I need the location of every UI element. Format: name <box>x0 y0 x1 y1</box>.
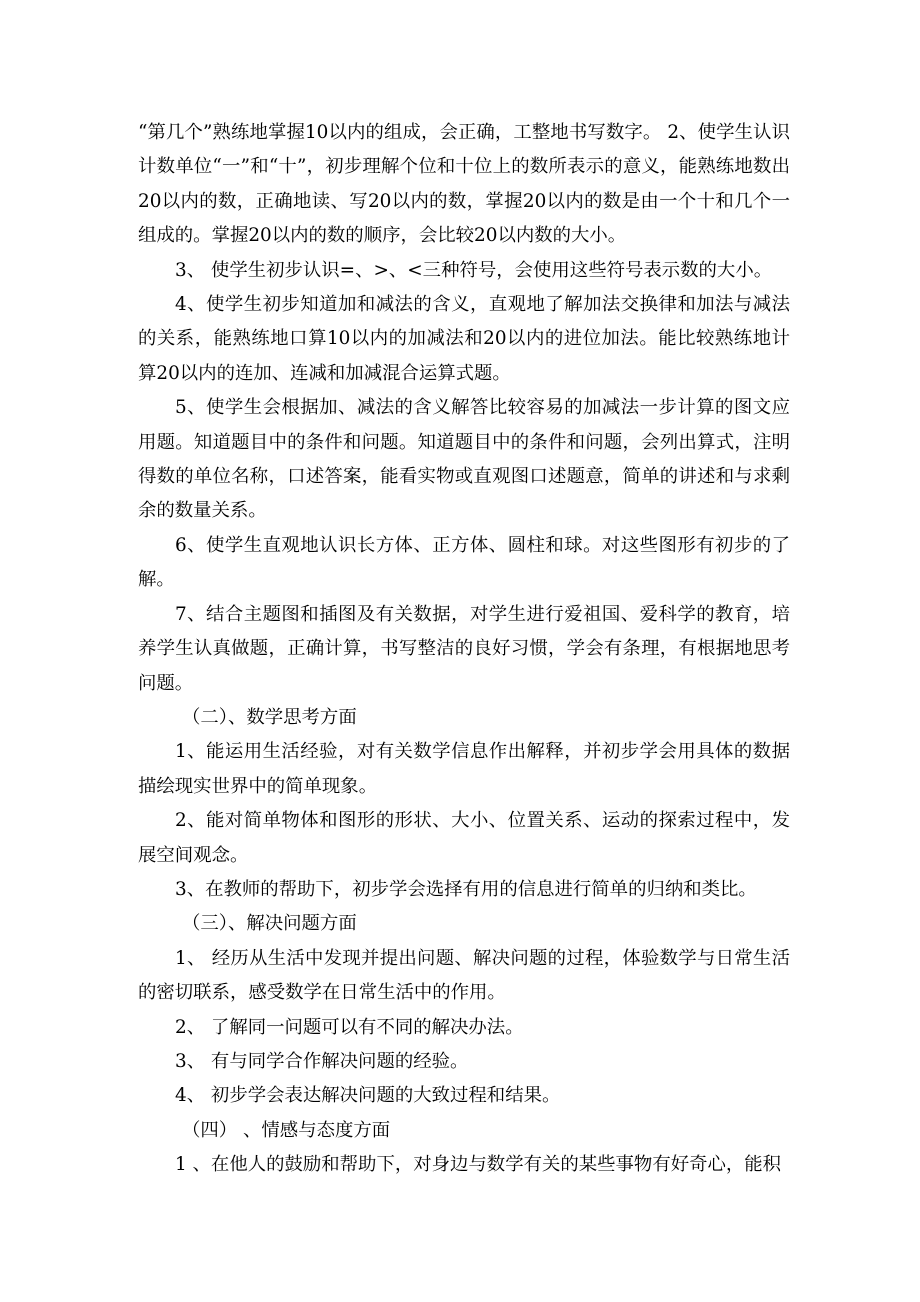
paragraph-5: 6、使学生直观地认识长方体、正方体、圆柱和球。对这些图形有初步的了解。 <box>138 534 790 591</box>
paragraph-4: 5、使学生会根据加、减法的含义解答比较容易的加减法一步计算的图文应用题。知道题目中的条件和问题。知道题目中的条件和问题，会列出算式，注明得数的单位名称，口述答案，能看实物或直观图口述题意，简单的讲述和与求剩余的数量关系。 <box>138 397 790 522</box>
paragraph-7: 1、能运用生活经验，对有关数学信息作出解释，并初步学会用具体的数据描绘现实世界中的简单现象。 <box>138 741 790 797</box>
paragraph-14: 1 、在他人的鼓励和帮助下，对身边与数学有关的某些事物有好奇心，能积 <box>175 1154 782 1176</box>
paragraph-12: 3、 有与同学合作解决问题的经验。 <box>175 1050 469 1072</box>
paragraph-13: 4、 初步学会表达解决问题的大致过程和结果。 <box>175 1085 561 1107</box>
paragraph-1: “第几个”熟练地掌握10以内的组成，会正确，工整地书写数字。 2、使学生认识计数单位“一”和“十”，初步理解个位和十位上的数所表示的意义，能熟练地数出20以内的数，正确地读、写20以内的数，掌握20以内的数是由一个十和几个一组成的。掌握20以内的数的顺序，会比较20以内数的大小。 <box>138 122 790 247</box>
paragraph-9: 3、在教师的帮助下，初步学会选择有用的信息进行简单的归纳和类比。 <box>175 878 757 900</box>
section-heading-problem-solving: （三）、解决问题方面 <box>182 913 357 935</box>
paragraph-11: 2、 了解同一问题可以有不同的解决办法。 <box>175 1016 524 1038</box>
paragraph-2: 3、 使学生初步认识=、>、<三种符号，会使用这些符号表示数的大小。 <box>175 259 773 281</box>
section-heading-emotion-attitude: （四） 、情感与态度方面 <box>182 1119 391 1141</box>
section-heading-math-thinking: （二）、数学思考方面 <box>182 706 357 728</box>
paragraph-6: 7、结合主题图和插图及有关数据，对学生进行爱祖国、爱科学的教育，培养学生认真做题，正确计算，书写整洁的良好习惯，学会有条理，有根据地思考问题。 <box>138 603 790 694</box>
paragraph-10: 1、 经历从生活中发现并提出问题、解决问题的过程，体验数学与日常生活的密切联系，感受数学在日常生活中的作用。 <box>138 947 790 1004</box>
document-body <box>138 116 790 1183</box>
paragraph-8: 2、能对简单物体和图形的形状、大小、位置关系、运动的探索过程中，发展空间观念。 <box>138 810 790 866</box>
paragraph-3: 4、使学生初步知道加和减法的含义，直观地了解加法交换律和加法与减法的关系，能熟练地口算10以内的加减法和20以内的进位加法。能比较熟练地计算20以内的连加、连减和加减混合运算式题。 <box>138 294 790 384</box>
